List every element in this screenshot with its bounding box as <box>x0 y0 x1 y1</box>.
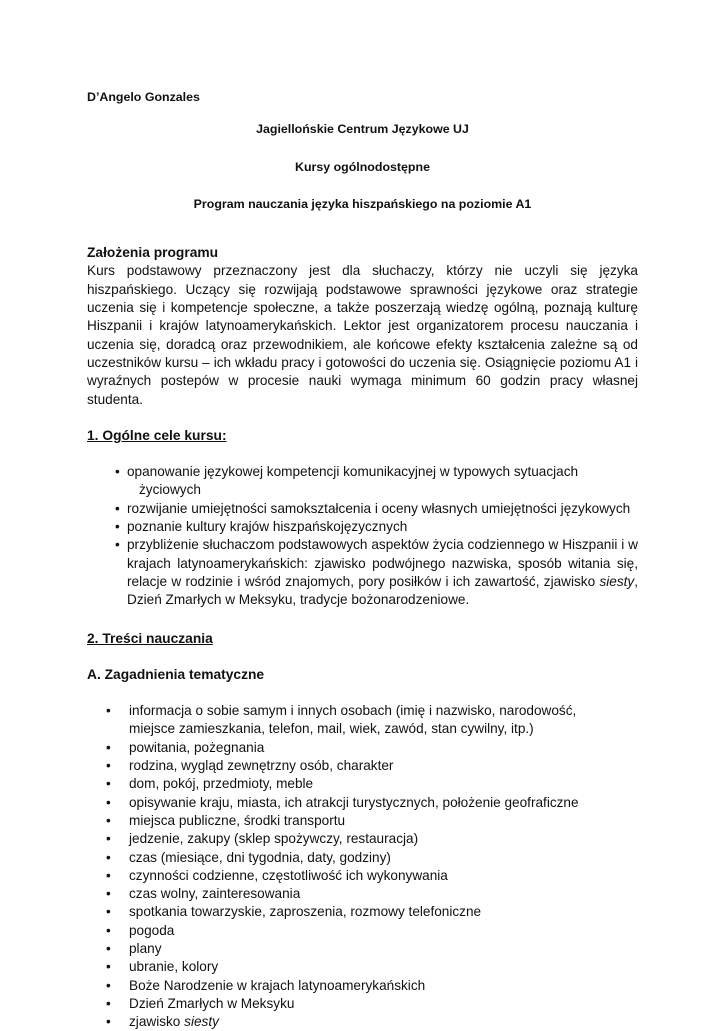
topic-text: Boże Narodzenie w krajach latynoamerykańskich <box>129 977 426 993</box>
goal-item <box>87 500 638 518</box>
topic-item <box>87 903 638 921</box>
author-name: D’Angelo Gonzales <box>87 90 200 104</box>
topic-item <box>87 867 638 885</box>
topics-list <box>87 702 638 1031</box>
topic-item <box>87 775 638 793</box>
topic-item <box>87 757 638 775</box>
topic-text: jedzenie, zakupy (sklep spożywczy, restauracja) <box>129 831 419 847</box>
goal-item <box>87 518 638 536</box>
topic-item <box>87 995 638 1013</box>
topic-item <box>87 739 638 757</box>
topic-text: Dzień Zmarłych w Meksyku <box>129 995 295 1011</box>
institution-name: Jagiellońskie Centrum Językowe UJ <box>256 122 469 137</box>
topic-item <box>87 812 638 830</box>
topic-item <box>87 885 638 903</box>
topic-item <box>87 958 638 976</box>
goal-text-continuation: życiowych <box>139 482 201 498</box>
assumptions-heading: Założenia programu <box>87 245 219 261</box>
topic-item <box>87 849 638 867</box>
topic-text-continuation: miejsce zamieszkania, telefon, mail, wiek, zawód, stan cywilny, itp.) <box>129 721 534 737</box>
topic-text: pogoda <box>129 922 175 938</box>
goal-text: przybliżenie słuchaczom podstawowych aspektów życia codziennego w Hiszpanii i w krajach latynoamerykańskich: zjawisko podwójnego nazwiska, sposób witania się, relacje w rodzinie i wśród znajomych, pory posiłków i ich zawartość, zjawisko <box>127 537 638 589</box>
goals-heading: 1. Ogólne cele kursu: <box>87 427 227 443</box>
goal-item <box>87 536 638 609</box>
topic-italic-text: siesty <box>184 1014 219 1030</box>
course-type: Kursy ogólnodostępne <box>295 159 430 174</box>
program-title: Program nauczania języka hiszpańskiego na poziomie A1 <box>193 196 532 211</box>
topic-text: ubranie, kolory <box>129 959 219 975</box>
topic-text: rodzina, wygląd zewnętrzny osób, charakter <box>129 758 394 774</box>
goal-italic-text: siesty <box>599 573 635 589</box>
topic-item <box>87 794 638 812</box>
topic-text: czas (miesiące, dni tygodnia, daty, godziny) <box>129 849 391 865</box>
topic-text: plany <box>129 940 162 956</box>
topic-text: czas wolny, zainteresowania <box>129 886 301 902</box>
topic-text: spotkania towarzyskie, zaproszenia, rozmowy telefoniczne <box>129 904 482 920</box>
topic-text: opisywanie kraju, miasta, ich atrakcji turystycznych, położenie geofraficzne <box>129 794 579 810</box>
topic-text: czynności codzienne, częstotliwość ich wykonywania <box>129 867 448 883</box>
topic-item <box>87 1013 638 1031</box>
topic-item <box>87 702 638 739</box>
topic-item <box>87 830 638 848</box>
topic-item <box>87 977 638 995</box>
goal-text: , Dzień Zmarłych w Meksyku, tradycje bożonarodzeniowe. <box>127 573 638 608</box>
goal-text: poznanie kultury krajów hiszpańskojęzycznych <box>127 519 408 535</box>
assumptions-text: Kurs podstawowy przeznaczony jest dla słuchaczy, którzy nie uczyli się języka hiszpańskiego. Uczący się rozwijają podstawowe sprawności językowe oraz strategie uczenia się i kompetencje społeczne, a także poszerzają wiedzę ogólną, poznają kulturę Hiszpanii i krajów latynoamerykańskich. Lektor jest organizatorem procesu nauczania i uczenia się, doradcą oraz przewodnikiem, ale końcowe efekty kształcenia zależne są od uczestników kursu – ich wkładu pracy i gotowości do uczenia się. Osiągnięcie poziomu A1 i wyraźnych postepów w procesie nauki wymaga minimum 60 godzin pracy własnej studenta. <box>87 263 638 407</box>
topic-text: zjawisko <box>129 1014 185 1030</box>
topic-text: powitania, pożegnania <box>129 739 265 755</box>
topic-item <box>87 922 638 940</box>
topic-text: dom, pokój, przedmioty, meble <box>129 776 314 792</box>
topic-item <box>87 940 638 958</box>
contents-heading: 2. Treści nauczania <box>87 630 213 646</box>
goal-text: opanowanie językowej kompetencji komunikacyjnej w typowych sytuacjach <box>127 464 579 480</box>
topics-subheading: A. Zagadnienia tematyczne <box>87 666 265 682</box>
goal-item <box>87 463 638 500</box>
topic-text: informacja o sobie samym i innych osobach (imię i nazwisko, narodowość, <box>129 703 577 719</box>
goals-list <box>87 463 638 609</box>
goal-text: rozwijanie umiejętności samokształcenia i oceny własnych umiejętności językowych <box>127 500 631 516</box>
topic-text: miejsca publiczne, środki transportu <box>129 812 346 828</box>
